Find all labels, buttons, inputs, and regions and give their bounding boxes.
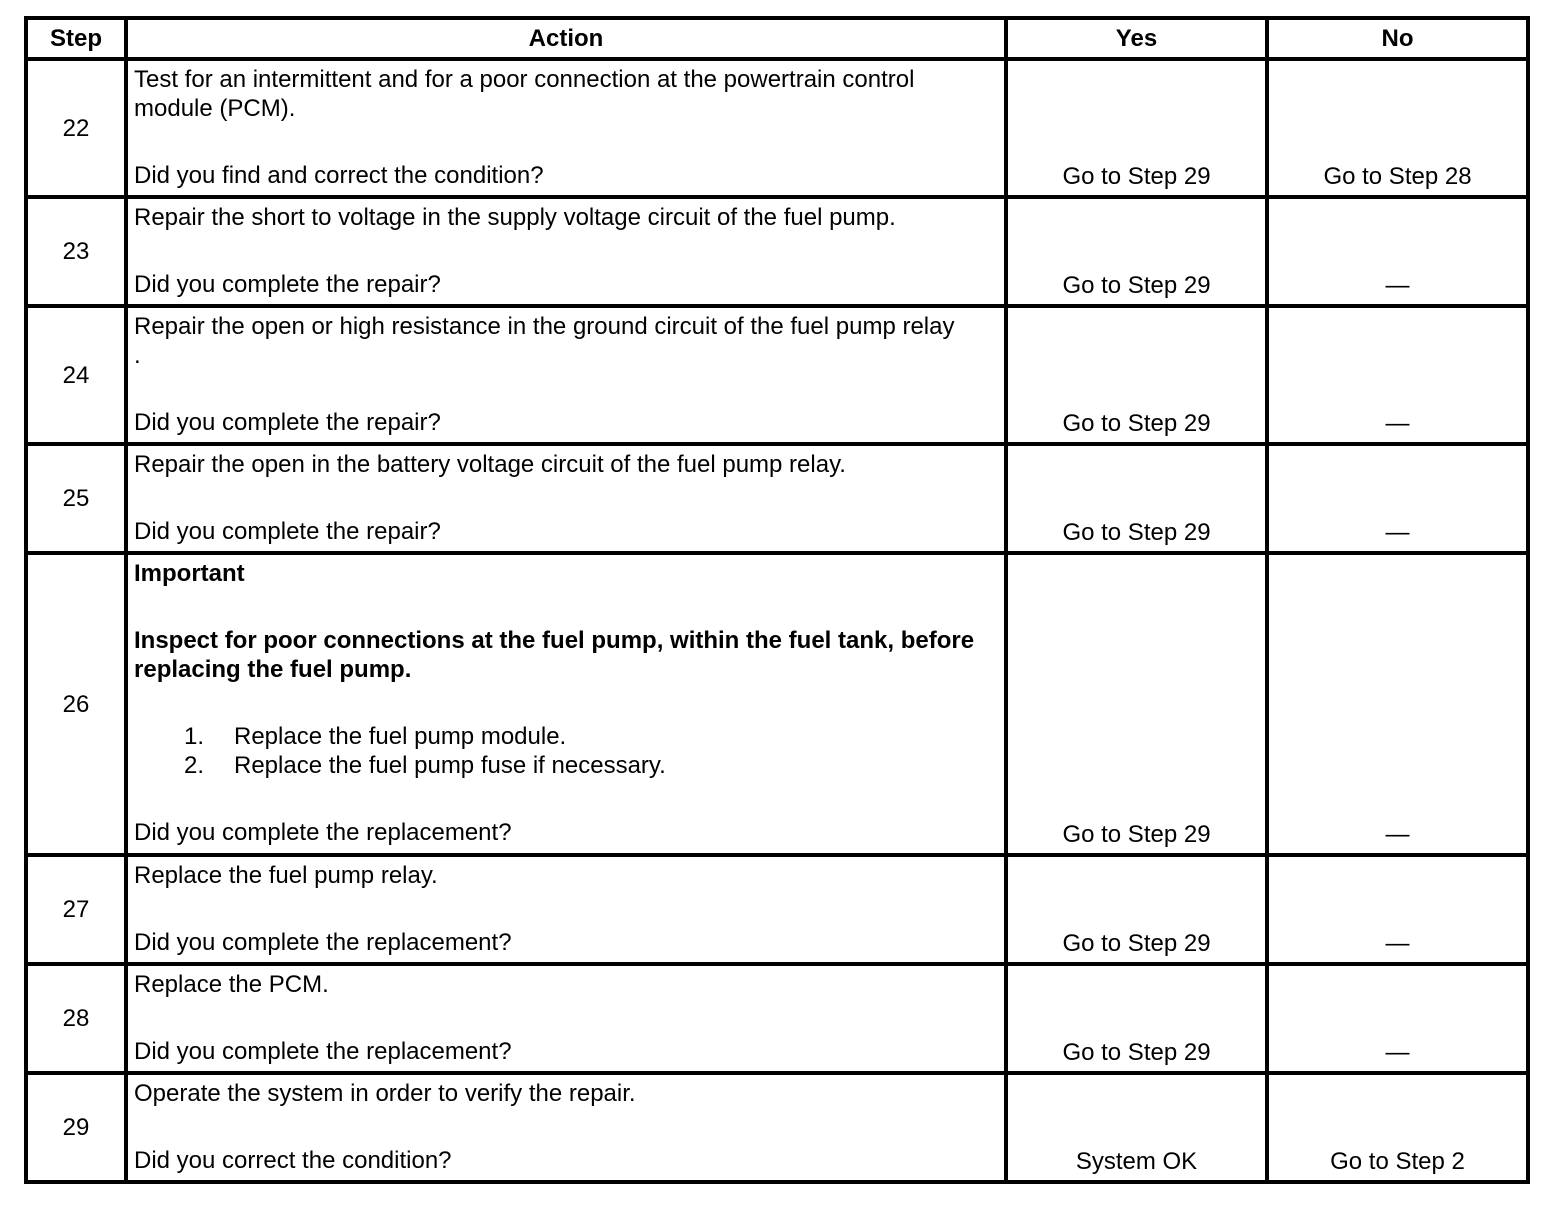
yes-cell: Go to Step 29	[1006, 59, 1267, 197]
question-text: Did you complete the repair?	[134, 409, 441, 436]
question-text: Did you complete the replacement?	[134, 929, 512, 956]
table-row	[26, 1073, 1528, 1182]
action-cell	[126, 197, 1006, 306]
step-number: 29	[26, 1073, 126, 1182]
action-cell	[126, 964, 1006, 1073]
diagnostic-table	[24, 16, 1530, 1184]
yes-cell: System OK	[1006, 1073, 1267, 1182]
no-cell: —	[1267, 306, 1528, 444]
action-cell	[126, 444, 1006, 553]
substep-number: 2.	[184, 752, 205, 779]
important-text: Inspect for poor connections at the fuel pump, within the fuel tank, before replacing the fuel pump.	[134, 627, 975, 683]
step-number: 25	[26, 444, 126, 553]
table-row	[26, 444, 1528, 553]
step-number: 24	[26, 306, 126, 444]
list-item	[184, 722, 996, 751]
table-row	[26, 855, 1528, 964]
yes-cell: Go to Step 29	[1006, 553, 1267, 855]
action-text-tail: .	[134, 342, 141, 369]
question-text: Did you find and correct the condition?	[134, 162, 544, 189]
header-action: Action	[126, 18, 1006, 59]
substep-text: Replace the fuel pump fuse if necessary.	[234, 752, 666, 779]
question-text: Did you complete the replacement?	[134, 819, 512, 846]
no-cell: —	[1267, 444, 1528, 553]
header-yes: Yes	[1006, 18, 1267, 59]
step-number: 26	[26, 553, 126, 855]
no-cell: —	[1267, 197, 1528, 306]
action-cell	[126, 59, 1006, 197]
question-text: Did you complete the repair?	[134, 271, 441, 298]
header-no: No	[1267, 18, 1528, 59]
action-cell	[126, 306, 1006, 444]
table-row	[26, 197, 1528, 306]
substep-list	[134, 722, 996, 780]
action-text: Replace the fuel pump relay.	[134, 862, 438, 889]
yes-cell: Go to Step 29	[1006, 197, 1267, 306]
table-row	[26, 964, 1528, 1073]
question-text: Did you complete the repair?	[134, 518, 441, 545]
action-text: Test for an intermittent and for a poor connection at the powertrain control module (PCM).	[134, 66, 915, 122]
action-text: Repair the short to voltage in the supply voltage circuit of the fuel pump.	[134, 204, 896, 231]
yes-cell: Go to Step 29	[1006, 444, 1267, 553]
header-row	[26, 18, 1528, 59]
yes-cell: Go to Step 29	[1006, 855, 1267, 964]
step-number: 22	[26, 59, 126, 197]
important-label: Important	[134, 560, 245, 587]
action-text: Repair the open or high resistance in the ground circuit of the fuel pump relay	[134, 313, 955, 340]
no-cell: Go to Step 28	[1267, 59, 1528, 197]
step-number: 27	[26, 855, 126, 964]
action-text: Operate the system in order to verify the repair.	[134, 1080, 636, 1107]
list-item	[184, 751, 996, 780]
action-cell	[126, 855, 1006, 964]
header-step: Step	[26, 18, 126, 59]
table-row	[26, 59, 1528, 197]
no-cell: —	[1267, 855, 1528, 964]
no-cell: Go to Step 2	[1267, 1073, 1528, 1182]
yes-cell: Go to Step 29	[1006, 964, 1267, 1073]
action-cell	[126, 1073, 1006, 1182]
action-text: Repair the open in the battery voltage circuit of the fuel pump relay.	[134, 451, 846, 478]
table-row	[26, 306, 1528, 444]
table-row	[26, 553, 1528, 855]
no-cell: —	[1267, 964, 1528, 1073]
substep-text: Replace the fuel pump module.	[234, 723, 567, 750]
action-cell	[126, 553, 1006, 855]
yes-cell: Go to Step 29	[1006, 306, 1267, 444]
step-number: 23	[26, 197, 126, 306]
question-text: Did you correct the condition?	[134, 1147, 452, 1174]
substep-number: 1.	[184, 723, 205, 750]
no-cell: —	[1267, 553, 1528, 855]
question-text: Did you complete the replacement?	[134, 1038, 512, 1065]
step-number: 28	[26, 964, 126, 1073]
action-text: Replace the PCM.	[134, 971, 329, 998]
